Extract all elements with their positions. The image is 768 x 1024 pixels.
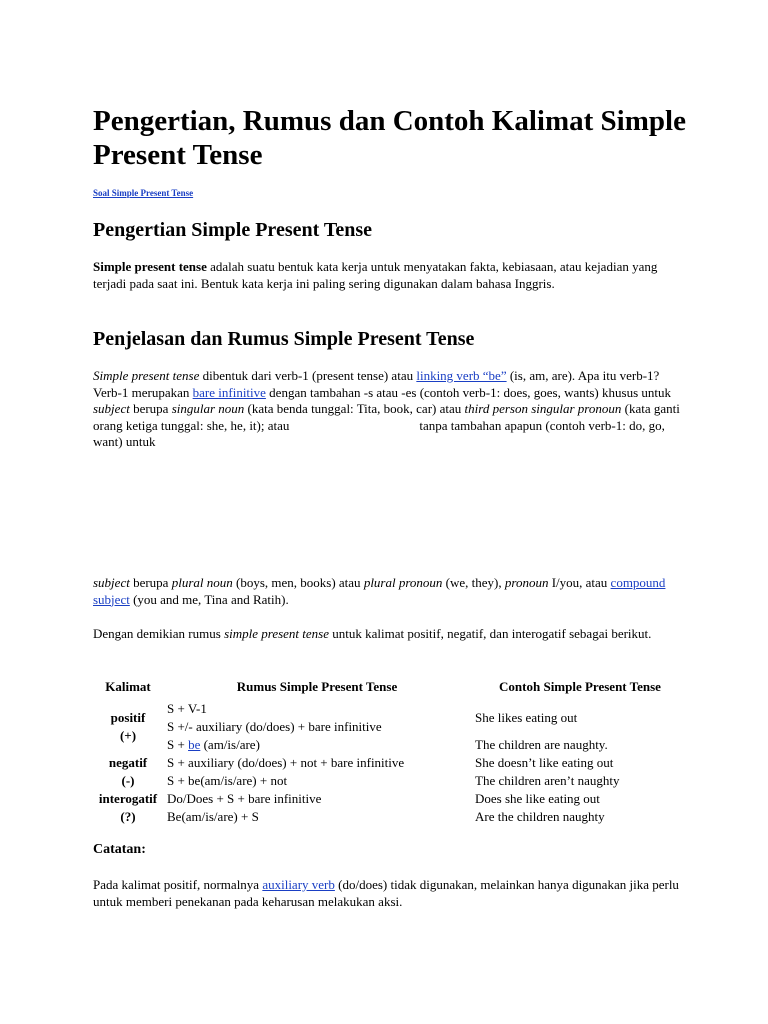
- text: berupa: [129, 575, 172, 590]
- contoh-cell: She doesn’t like eating out: [475, 755, 614, 770]
- text: I/you, atau: [548, 575, 611, 590]
- text: tanpa tambahan apapun (contoh verb-1: do, go, want) untuk: [93, 417, 665, 449]
- text-italic: simple present tense: [224, 626, 330, 641]
- contoh-cell: Does she like eating out: [475, 791, 600, 806]
- text-italic: subject: [93, 575, 130, 590]
- link-linking-verb-be[interactable]: linking verb “be”: [416, 368, 507, 383]
- term-simple-present: Simple present tense: [93, 259, 207, 274]
- text-italic: third person singular pronoun: [464, 401, 622, 416]
- text: Dengan demikian rumus: [93, 626, 225, 641]
- text: (kata ganti orang ketiga tunggal: she, he, it); atau: [93, 401, 680, 433]
- heading-pengertian: Pengertian Simple Present Tense: [93, 219, 373, 241]
- link-auxiliary-verb[interactable]: auxiliary verb: [262, 877, 335, 892]
- header-rumus: Rumus Simple Present Tense: [236, 679, 398, 694]
- soal-link-wrapper: [93, 188, 193, 198]
- text: dengan tambahan -s atau -es (contoh verb-1: does, goes, wants) khusus untuk: [265, 384, 671, 400]
- contoh-cell: Are the children naughty: [475, 809, 605, 824]
- table-row: [93, 700, 689, 718]
- rumus-cell: S + V-1: [167, 701, 207, 716]
- table-row: [93, 772, 689, 790]
- table-row: [93, 736, 689, 754]
- text: (am/is/are): [200, 737, 260, 752]
- table-row: [93, 808, 689, 826]
- label-text: interogatif: [98, 791, 158, 806]
- table-row: [93, 790, 689, 808]
- text: (is, am, are). Apa itu verb-1? Verb-1 merupakan: [93, 368, 660, 400]
- rumus-cell: S + be(am/is/are) + not: [167, 773, 288, 788]
- label-negatif: [93, 754, 163, 790]
- label-text: positif: [110, 710, 146, 725]
- rumus-cell: S +/- auxiliary (do/does) + bare infinitive: [167, 719, 382, 734]
- paragraph-catatan: [93, 877, 683, 910]
- link-bare-infinitive[interactable]: bare infinitive: [192, 384, 266, 400]
- contoh-cell: She likes eating out: [475, 710, 578, 725]
- contoh-cell: The children are naughty.: [475, 737, 608, 752]
- label-text: negatif: [108, 755, 148, 770]
- table-header-row: [93, 676, 689, 700]
- pengertian-text: adalah suatu bentuk kata kerja untuk menyatakan fakta, kebiasaan, atau kejadian yang terjadi pada saat ini. Bentuk kata kerja ini paling sering digunakan dalam bahasa Inggris.: [93, 259, 658, 291]
- paragraph-rumus-intro: [93, 626, 683, 643]
- text: dibentuk dari verb-1 (present tense) atau: [199, 368, 417, 383]
- text: (we, they),: [442, 575, 505, 590]
- text: (do/does) tidak digunakan, melainkan hanya digunakan jika perlu untuk memberi penekanan pada keharusan melakukan aksi.: [93, 877, 679, 909]
- label-symbol: (?): [120, 809, 136, 824]
- catatan-heading: Catatan:: [93, 842, 146, 857]
- link-compound-subject[interactable]: compound subject: [93, 575, 666, 607]
- text: (you and me, Tina and Ratih).: [129, 591, 289, 607]
- link-be[interactable]: be: [188, 737, 201, 752]
- text: berupa: [129, 401, 172, 416]
- text-italic: pronoun: [504, 575, 549, 590]
- header-contoh: Contoh Simple Present Tense: [499, 679, 661, 694]
- rumus-cell: S + auxiliary (do/does) + not + bare infinitive: [167, 755, 405, 770]
- paragraph-penjelasan: [93, 368, 683, 451]
- text-italic: Simple present tense: [93, 368, 200, 383]
- text: (boys, men, books) atau: [232, 575, 364, 590]
- paragraph-plural-subject: [93, 575, 683, 608]
- text-italic: singular noun: [171, 401, 245, 416]
- text: S +: [167, 737, 189, 752]
- tense-table: [93, 676, 689, 826]
- contoh-cell: The children aren’t naughty: [475, 773, 620, 788]
- text: untuk kalimat positif, negatif, dan interogatif sebagai berikut.: [329, 626, 652, 641]
- rumus-cell: Do/Does + S + bare infinitive: [167, 791, 322, 806]
- text: (kata benda tunggal: Tita, book, car) atau: [244, 401, 465, 416]
- text-italic: subject: [93, 401, 130, 416]
- text-italic: plural pronoun: [363, 575, 443, 590]
- soal-link[interactable]: Soal Simple Present Tense: [93, 188, 194, 198]
- heading-penjelasan: Penjelasan dan Rumus Simple Present Tense: [93, 328, 475, 350]
- table-row: [93, 754, 689, 772]
- label-symbol: (-): [121, 773, 135, 788]
- label-symbol: (+): [119, 728, 137, 743]
- text-italic: plural noun: [171, 575, 233, 590]
- rumus-cell: Be(am/is/are) + S: [167, 809, 259, 824]
- rumus-cell: [163, 736, 471, 754]
- label-interogatif: [93, 790, 163, 826]
- header-kalimat: Kalimat: [105, 679, 151, 694]
- text: Pada kalimat positif, normalnya: [93, 877, 263, 892]
- page-title: Pengertian, Rumus dan Contoh Kalimat Simple Present Tense: [93, 105, 686, 171]
- label-positif: [93, 700, 163, 754]
- paragraph-pengertian: [93, 259, 683, 292]
